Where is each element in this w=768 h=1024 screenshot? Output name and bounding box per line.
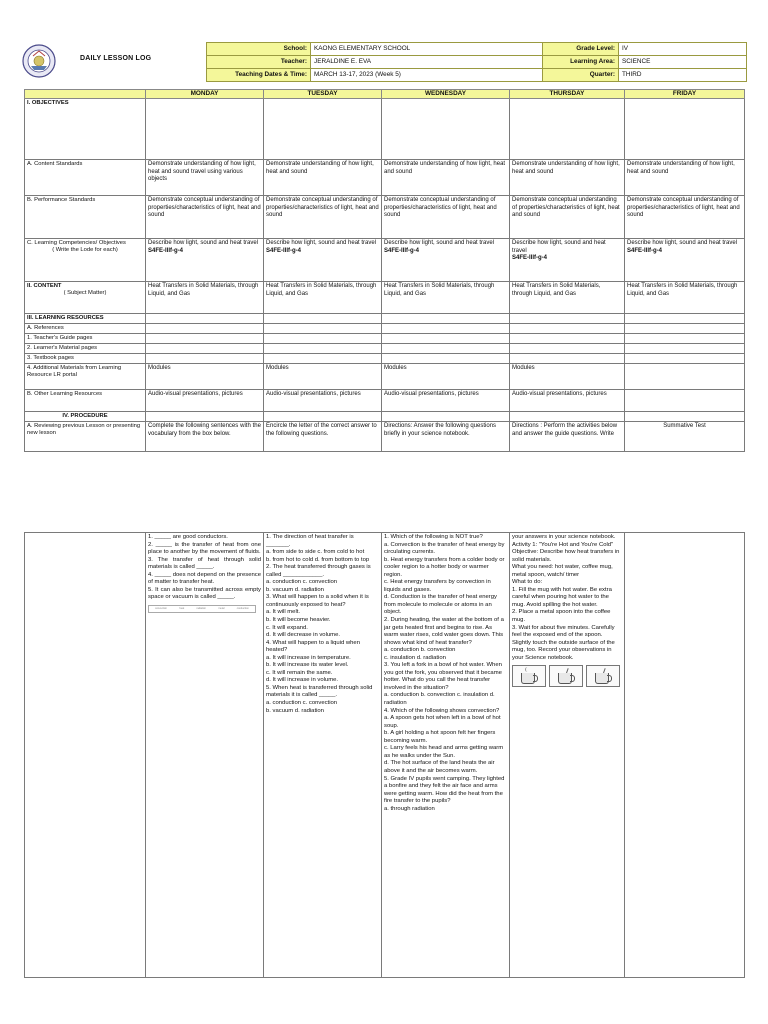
competencies-wednesday	[382, 239, 510, 282]
thursday-item: 1. Fill the mug with hot water. Be extra careful when pouring hot water to the mug. Avoid spilling the hot water.	[512, 586, 612, 608]
grade-level-label: Grade Level:	[543, 43, 619, 56]
additional-materials-label: 4. Additional Materials from Learning Resource LR portal	[25, 364, 146, 390]
vocab-word: convection	[155, 607, 168, 611]
performance-standards-wednesday: Demonstrate conceptual understanding of properties/characteristics of light, heat and sound	[382, 196, 510, 239]
monday-item: 4. _____ does not depend on the presence of matter to transfer heat.	[148, 571, 261, 586]
content-friday: Heat Transfers in Solid Materials, through Liquid, and Gas	[625, 282, 745, 314]
tuesday-item: 3. What will happen to a solid when it is continuously exposed to heat?	[266, 594, 369, 608]
procedure-row	[25, 412, 745, 422]
reviewing-thursday: Directions : Perform the activities below and answer the guide questions. Write	[510, 422, 625, 452]
tuesday-item: 4. What will happen to a liquid when heated?	[266, 639, 360, 654]
tuesday-item: c. It will remain the same.	[266, 669, 333, 676]
wednesday-item: a. conduction b. convection c. insulation d. radiation	[384, 692, 495, 707]
content-standards-friday: Demonstrate understanding of how light, heat and sound	[625, 160, 745, 196]
performance-standards-monday: Demonstrate conceptual understanding of properties/characteristics of light, heat and sound	[146, 196, 264, 239]
continuation-tuesday	[264, 533, 382, 978]
other-wednesday: Audio-visual presentations, pictures	[382, 390, 510, 412]
header-info-table	[206, 42, 747, 82]
activity-illustrations	[512, 665, 622, 687]
objectives-label: I. OBJECTIVES	[25, 99, 146, 160]
continuation-monday	[146, 533, 264, 978]
wednesday-item: b. A girl holding a hot spoon felt her fingers becoming warm.	[384, 730, 496, 744]
performance-standards-label: B. Performance Standards	[25, 196, 146, 239]
tuesday-item: a. It will increase in temperature.	[266, 654, 351, 661]
wednesday-item: 2. During heating, the water at the bottom of a jar gets heated first and begins to rise. As warm water rises, cold water goes down. This shows what kind of heat transfer?	[384, 617, 504, 646]
day-header-monday: MONDAY	[146, 90, 264, 99]
content-standards-row	[25, 160, 745, 196]
wednesday-item: 3. You left a fork in a bowl of hot water. When you got the fork, you observed that it became hotter. What do you call the heat transfer involved in the situation?	[384, 662, 502, 691]
reviewing-label: A. Reviewing previous Lesson or presenting new lesson	[25, 422, 146, 452]
references-row	[25, 324, 745, 334]
resources-label: III. LEARNING RESOURCES	[25, 314, 146, 324]
references-label: A. References	[25, 324, 146, 334]
learners-material-row	[25, 344, 745, 354]
vocab-word: radiation	[196, 607, 207, 611]
competencies-monday	[146, 239, 264, 282]
performance-standards-thursday: Demonstrate conceptual understanding of properties/characteristics of light, heat and sound	[510, 196, 625, 239]
deped-seal-icon	[22, 44, 56, 78]
monday-item: 2. _____ is the transfer of heat from one place to another by the movement of fluids.	[148, 541, 261, 556]
day-header-wednesday: WEDNESDAY	[382, 90, 510, 99]
competency-code: S4FE-IIIf-g-4	[384, 247, 420, 254]
tuesday-item: 1. The direction of heat transfer is _______.	[266, 534, 354, 548]
wednesday-item: c. Heat energy transfers by convection in liquids and gases.	[384, 579, 491, 593]
competency-code: S4FE-IIIf-g-4	[266, 247, 302, 254]
continuation-row	[25, 533, 745, 978]
tuesday-item: c. It will expand.	[266, 624, 308, 631]
reviewing-tuesday: Encircle the letter of the correct answer to the following questions.	[264, 422, 382, 452]
objectives-thursday	[510, 99, 625, 160]
other-thursday: Audio-visual presentations, pictures	[510, 390, 625, 412]
lesson-plan-table	[24, 89, 745, 452]
continuation-friday	[625, 533, 745, 978]
teacher-value: JERALDINE E. EVA	[311, 56, 543, 69]
school-label: School:	[207, 43, 311, 56]
tuesday-item: a. conduction c. convection	[266, 700, 338, 707]
reviewing-row	[25, 422, 745, 452]
additional-thursday: Modules	[510, 364, 625, 390]
other-monday: Audio-visual presentations, pictures	[146, 390, 264, 412]
textbook-row	[25, 354, 745, 364]
additional-wednesday: Modules	[382, 364, 510, 390]
performance-standards-friday: Demonstrate conceptual understanding of properties/characteristics of light, heat and sound	[625, 196, 745, 239]
wednesday-item: c. Larry feels his head and arms getting warm as he walks under the Sun.	[384, 745, 504, 759]
thursday-item: your answers in your science notebook.	[512, 534, 616, 540]
competency-text: Describe how light, sound and heat travel	[266, 240, 377, 246]
vocabulary-box	[148, 605, 256, 613]
quarter-value: THIRD	[619, 69, 747, 82]
tuesday-item: 2. The heat transferred through gases is called ____________.	[266, 564, 371, 578]
competency-code: S4FE-IIIf-g-4	[627, 247, 663, 254]
other-tuesday: Audio-visual presentations, pictures	[264, 390, 382, 412]
day-header-row	[25, 90, 745, 99]
day-header-friday: FRIDAY	[625, 90, 745, 99]
competency-code: S4FE-IIIf-g-4	[512, 255, 548, 262]
content-thursday: Heat Transfers in Solid Materials, through Liquid, and Gas	[510, 282, 625, 314]
thursday-item: What to do:	[512, 579, 543, 586]
learning-area-value: SCIENCE	[619, 56, 747, 69]
content-wednesday: Heat Transfers in Solid Materials, through Liquid, and Gas	[382, 282, 510, 314]
objectives-wednesday	[382, 99, 510, 160]
competencies-label: C. Learning Competencies/ Objectives	[27, 240, 126, 246]
content-tuesday: Heat Transfers in Solid Materials, through Liquid, and Gas	[264, 282, 382, 314]
content-standards-thursday: Demonstrate understanding of how light, heat and sound	[510, 160, 625, 196]
objectives-tuesday	[264, 99, 382, 160]
wednesday-item: a. Convection is the transfer of heat energy by circulating currents.	[384, 541, 505, 556]
corner-cell	[25, 90, 146, 99]
tuesday-item: b. vacuum d. radiation	[266, 586, 324, 593]
header-row-teacher	[207, 56, 747, 69]
continuation-table	[24, 532, 745, 978]
additional-tuesday: Modules	[264, 364, 382, 390]
tuesday-item: b. from hot to cold d. from bottom to top	[266, 556, 370, 563]
thursday-item: 3. Wait for about five minutes. Carefully feel the exposed end of the spoon. Slightly touch the outside surface of the mug, too. Record your observations in your Science notebook.	[512, 624, 615, 661]
textbook-label: 3. Textbook pages	[25, 354, 146, 364]
content-monday: Heat Transfers in Solid Materials, through Liquid, and Gas	[146, 282, 264, 314]
competency-code: S4FE-IIIf-g-4	[148, 247, 184, 254]
learning-area-label: Learning Area:	[543, 56, 619, 69]
vocab-word: heat	[179, 607, 185, 611]
competency-text: Describe how light, sound and heat travel	[384, 240, 495, 246]
reviewing-monday: Complete the following sentences with the vocabulary from the box below.	[146, 422, 264, 452]
resources-row	[25, 314, 745, 324]
tuesday-item: b. vacuum d. radiation	[266, 707, 324, 714]
objectives-row	[25, 99, 745, 160]
performance-standards-row	[25, 196, 745, 239]
procedure-label: IV. PROCEDURE	[25, 412, 146, 422]
tuesday-item: 5. When heat is transferred through solid materials it is called _____.	[266, 684, 373, 699]
content-row	[25, 282, 745, 314]
competencies-note: ( Write the Lode for each)	[52, 247, 118, 253]
wednesday-item: d. Conduction is the transfer of heat energy from molecule to molecule or atoms in an object.	[384, 594, 497, 616]
wednesday-item: a. A spoon gets hot when left in a bowl of hot soup.	[384, 715, 501, 729]
teachers-guide-row	[25, 334, 745, 344]
additional-friday	[625, 364, 745, 390]
content-standards-tuesday: Demonstrate understanding of how light, heat and sound	[264, 160, 382, 196]
objectives-monday	[146, 99, 264, 160]
thursday-item: What you need: hot water, coffee mug, metal spoon, watch/ timer	[512, 564, 613, 578]
other-resources-row	[25, 390, 745, 412]
tuesday-item: b. It will increase its water level.	[266, 662, 349, 669]
competency-text: Describe how light, sound and heat travel	[512, 240, 606, 254]
wednesday-item: a. through radiation	[384, 805, 435, 812]
other-friday	[625, 390, 745, 412]
teachers-guide-label: 1. Teacher's Guide pages	[25, 334, 146, 344]
touch-spoon-illustration	[586, 665, 620, 687]
wednesday-item: 1. Which of the following is NOT true?	[384, 534, 483, 540]
objectives-friday	[625, 99, 745, 160]
wednesday-item: 5. Grade IV pupils went camping. They lighted a bonfire and they felt the air face and arms were getting warm. How did the heat from the fire transfer to the pupils?	[384, 775, 505, 805]
wednesday-item: c. insulation d. radiation	[384, 654, 446, 661]
wednesday-item: 4. Which of the following shows convection?	[384, 707, 500, 714]
thursday-item: Activity 1: "You're Hot and You're Cold"	[512, 541, 614, 548]
header-row-school	[207, 43, 747, 56]
tuesday-item: d. It will increase in volume.	[266, 677, 339, 684]
competencies-tuesday	[264, 239, 382, 282]
performance-standards-tuesday: Demonstrate conceptual understanding of properties/characteristics of light, heat and sound	[264, 196, 382, 239]
teaching-dates-label: Teaching Dates & Time:	[207, 69, 311, 82]
monday-item: 5. It can also be transmitted across empty space or vacuum is called _____.	[148, 586, 261, 601]
competency-text: Describe how light, sound and heat travel	[627, 240, 738, 246]
spoon-in-mug-illustration	[549, 665, 583, 687]
school-value: KAONG ELEMENTARY SCHOOL	[311, 43, 543, 56]
learners-material-label: 2. Learner's Material pages	[25, 344, 146, 354]
continuation-label-cell	[25, 533, 146, 978]
monday-item: 1. _____ are good conductors.	[148, 534, 228, 540]
other-resources-label: B. Other Learning Resources	[25, 390, 146, 412]
teacher-label: Teacher:	[207, 56, 311, 69]
reviewing-wednesday: Directions: Answer the following questions briefly in your science notebook.	[382, 422, 510, 452]
content-standards-wednesday: Demonstrate understanding of how light, heat and sound	[382, 160, 510, 196]
competencies-thursday	[510, 239, 625, 282]
tuesday-item: b. It will become heavier.	[266, 617, 331, 624]
day-header-tuesday: TUESDAY	[264, 90, 382, 99]
vocab-word: metal	[218, 607, 225, 611]
document-title: DAILY LESSON LOG	[80, 55, 152, 62]
competencies-friday	[625, 239, 745, 282]
header-row-dates	[207, 69, 747, 82]
day-header-thursday: THURSDAY	[510, 90, 625, 99]
competencies-row	[25, 239, 745, 282]
tuesday-item: d. It will decrease in volume.	[266, 632, 340, 639]
additional-monday: Modules	[146, 364, 264, 390]
wednesday-item: d. The hot surface of the land heats the air above it and the air becomes warm.	[384, 760, 495, 774]
tuesday-item: a. It will melt.	[266, 609, 301, 616]
competency-text: Describe how light, sound and heat travel	[148, 240, 259, 246]
content-label: II. CONTENT	[27, 283, 62, 289]
thursday-item: 2. Place a metal spoon into the coffee mug.	[512, 609, 611, 624]
grade-level-value: IV	[619, 43, 747, 56]
content-standards-monday: Demonstrate understanding of how light, heat and sound travel using various objects	[146, 160, 264, 196]
wednesday-item: b. Heat energy transfers from a colder body or cooler region to a hotter body or warmer region.	[384, 556, 505, 578]
teaching-dates-value: MARCH 13-17, 2023 (Week 5)	[311, 69, 543, 82]
content-standards-label: A. Content Standards	[25, 160, 146, 196]
vocab-word: conduction	[236, 607, 249, 611]
quarter-label: Quarter:	[543, 69, 619, 82]
competencies-label-cell	[25, 239, 146, 282]
continuation-thursday	[510, 533, 625, 978]
monday-item: 3. The transfer of heat through solid materials is called _____.	[148, 556, 261, 571]
thursday-item: Objective: Describe how heat transfers in solid materials.	[512, 549, 620, 563]
additional-materials-row	[25, 364, 745, 390]
tuesday-item: a. conduction c. convection	[266, 579, 338, 586]
wednesday-item: a. conduction b. convection	[384, 647, 456, 654]
pour-water-illustration	[512, 665, 546, 687]
tuesday-item: a. from side to side c. from cold to hot	[266, 549, 365, 556]
content-label-cell	[25, 282, 146, 314]
reviewing-friday: Summative Test	[625, 422, 745, 452]
content-note: ( Subject Matter)	[63, 290, 107, 296]
continuation-wednesday	[382, 533, 510, 978]
